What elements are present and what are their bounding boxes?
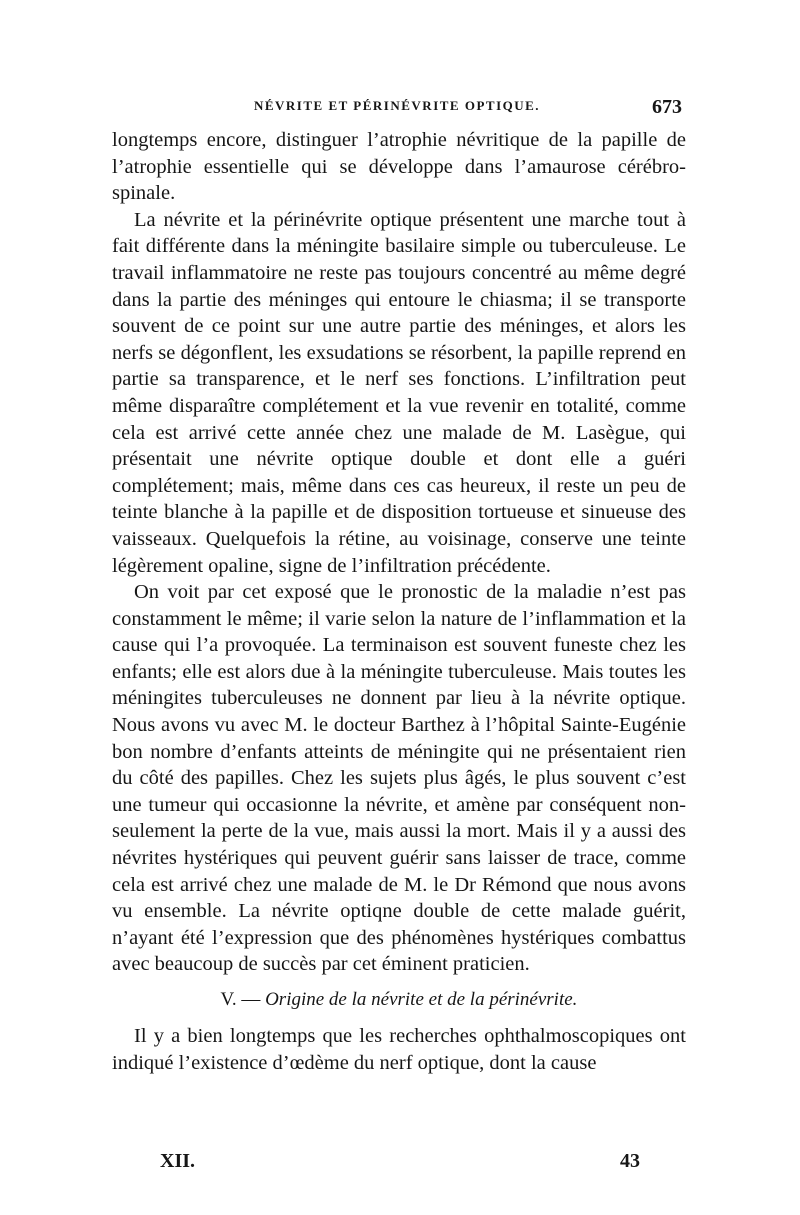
paragraph: Il y a bien longtemps que les recherches ophthalmoscopiques ont indiqué l’existence d’œdème du nerf optique, dont la cause xyxy=(112,1025,686,1074)
section-number: V. — xyxy=(220,989,261,1010)
running-title: NÉVRITE ET PÉRINÉVRITE OPTIQUE. xyxy=(253,98,541,113)
sheet-number: 43 xyxy=(620,1150,640,1172)
paragraph: On voit par cet exposé que le pronostic de la maladie n’est pas constamment le même; il varie selon la nature de l’inflammation et la cause qui l’a provoquée. La terminaison est souvent funeste chez les enfants; elle est alors due à la méningite tuberculeuse. Mais toutes les méningites tuberculeuses ne donnent par lieu à la névrite optique. Nous avons vu avec M. le docteur Barthez à l’hôpital Sainte-Eugénie bon nombre d’enfants atteints de méningite qui ne présentaient rien du côté des papilles. Chez les sujets plus âgés, le plus souvent c’est une tumeur qui occasionne la névrite, et amène par conséquent non-seulement la perte de la vue, mais aussi la mort. Mais il y a aussi des névrites hystériques qui peuvent guérir sans laisser de trace, comme cela est arrivé chez une malade de M. le Dr Rémond que nous avons vu ensemble. La névrite optiqne double de cette malade guérit, n’ayant été l’expression que des phénomènes hystériques combattus avec beaucoup de succès par cet éminent praticien. xyxy=(112,581,686,976)
section-heading xyxy=(112,987,686,1013)
running-head xyxy=(112,96,682,120)
section-title: Origine de la névrite et de la périnévrite. xyxy=(265,989,578,1010)
page-footer xyxy=(160,1150,640,1180)
body-text xyxy=(112,127,686,1076)
signature-mark: XII. xyxy=(160,1150,196,1172)
paragraph-continued: longtemps encore, distinguer l’atrophie névritique de la papille de l’atrophie essentielle qui se développe dans l’amaurose cérébro-spinale. xyxy=(112,129,686,205)
page-number: 673 xyxy=(652,96,682,118)
paragraph: La névrite et la périnévrite optique présentent une marche tout à fait différente dans la méningite basilaire simple ou tuberculeuse. Le travail inflammatoire ne reste pas toujours concentré au même degré dans la partie des méninges qui entoure le chiasma; il se transporte souvent de ce point sur une autre partie des méninges, et alors les nerfs se dégonflent, les exsudations se résorbent, la papille reprend en partie sa transparence, et le nerf ses fonctions. L’infiltration peut même disparaître complétement et la vue revenir en totalité, comme cela est arrivé cette année chez une malade de M. Lasègue, qui présentait une névrite optique double et dont elle a guéri complétement; mais, même dans ces cas heureux, il reste un peu de teinte blanche à la papille et de disposition tortueuse et sinueuse des vaisseaux. Quelquefois la rétine, au voisinage, conserve une teinte légèrement opaline, signe de l’infiltration précédente. xyxy=(112,208,686,577)
